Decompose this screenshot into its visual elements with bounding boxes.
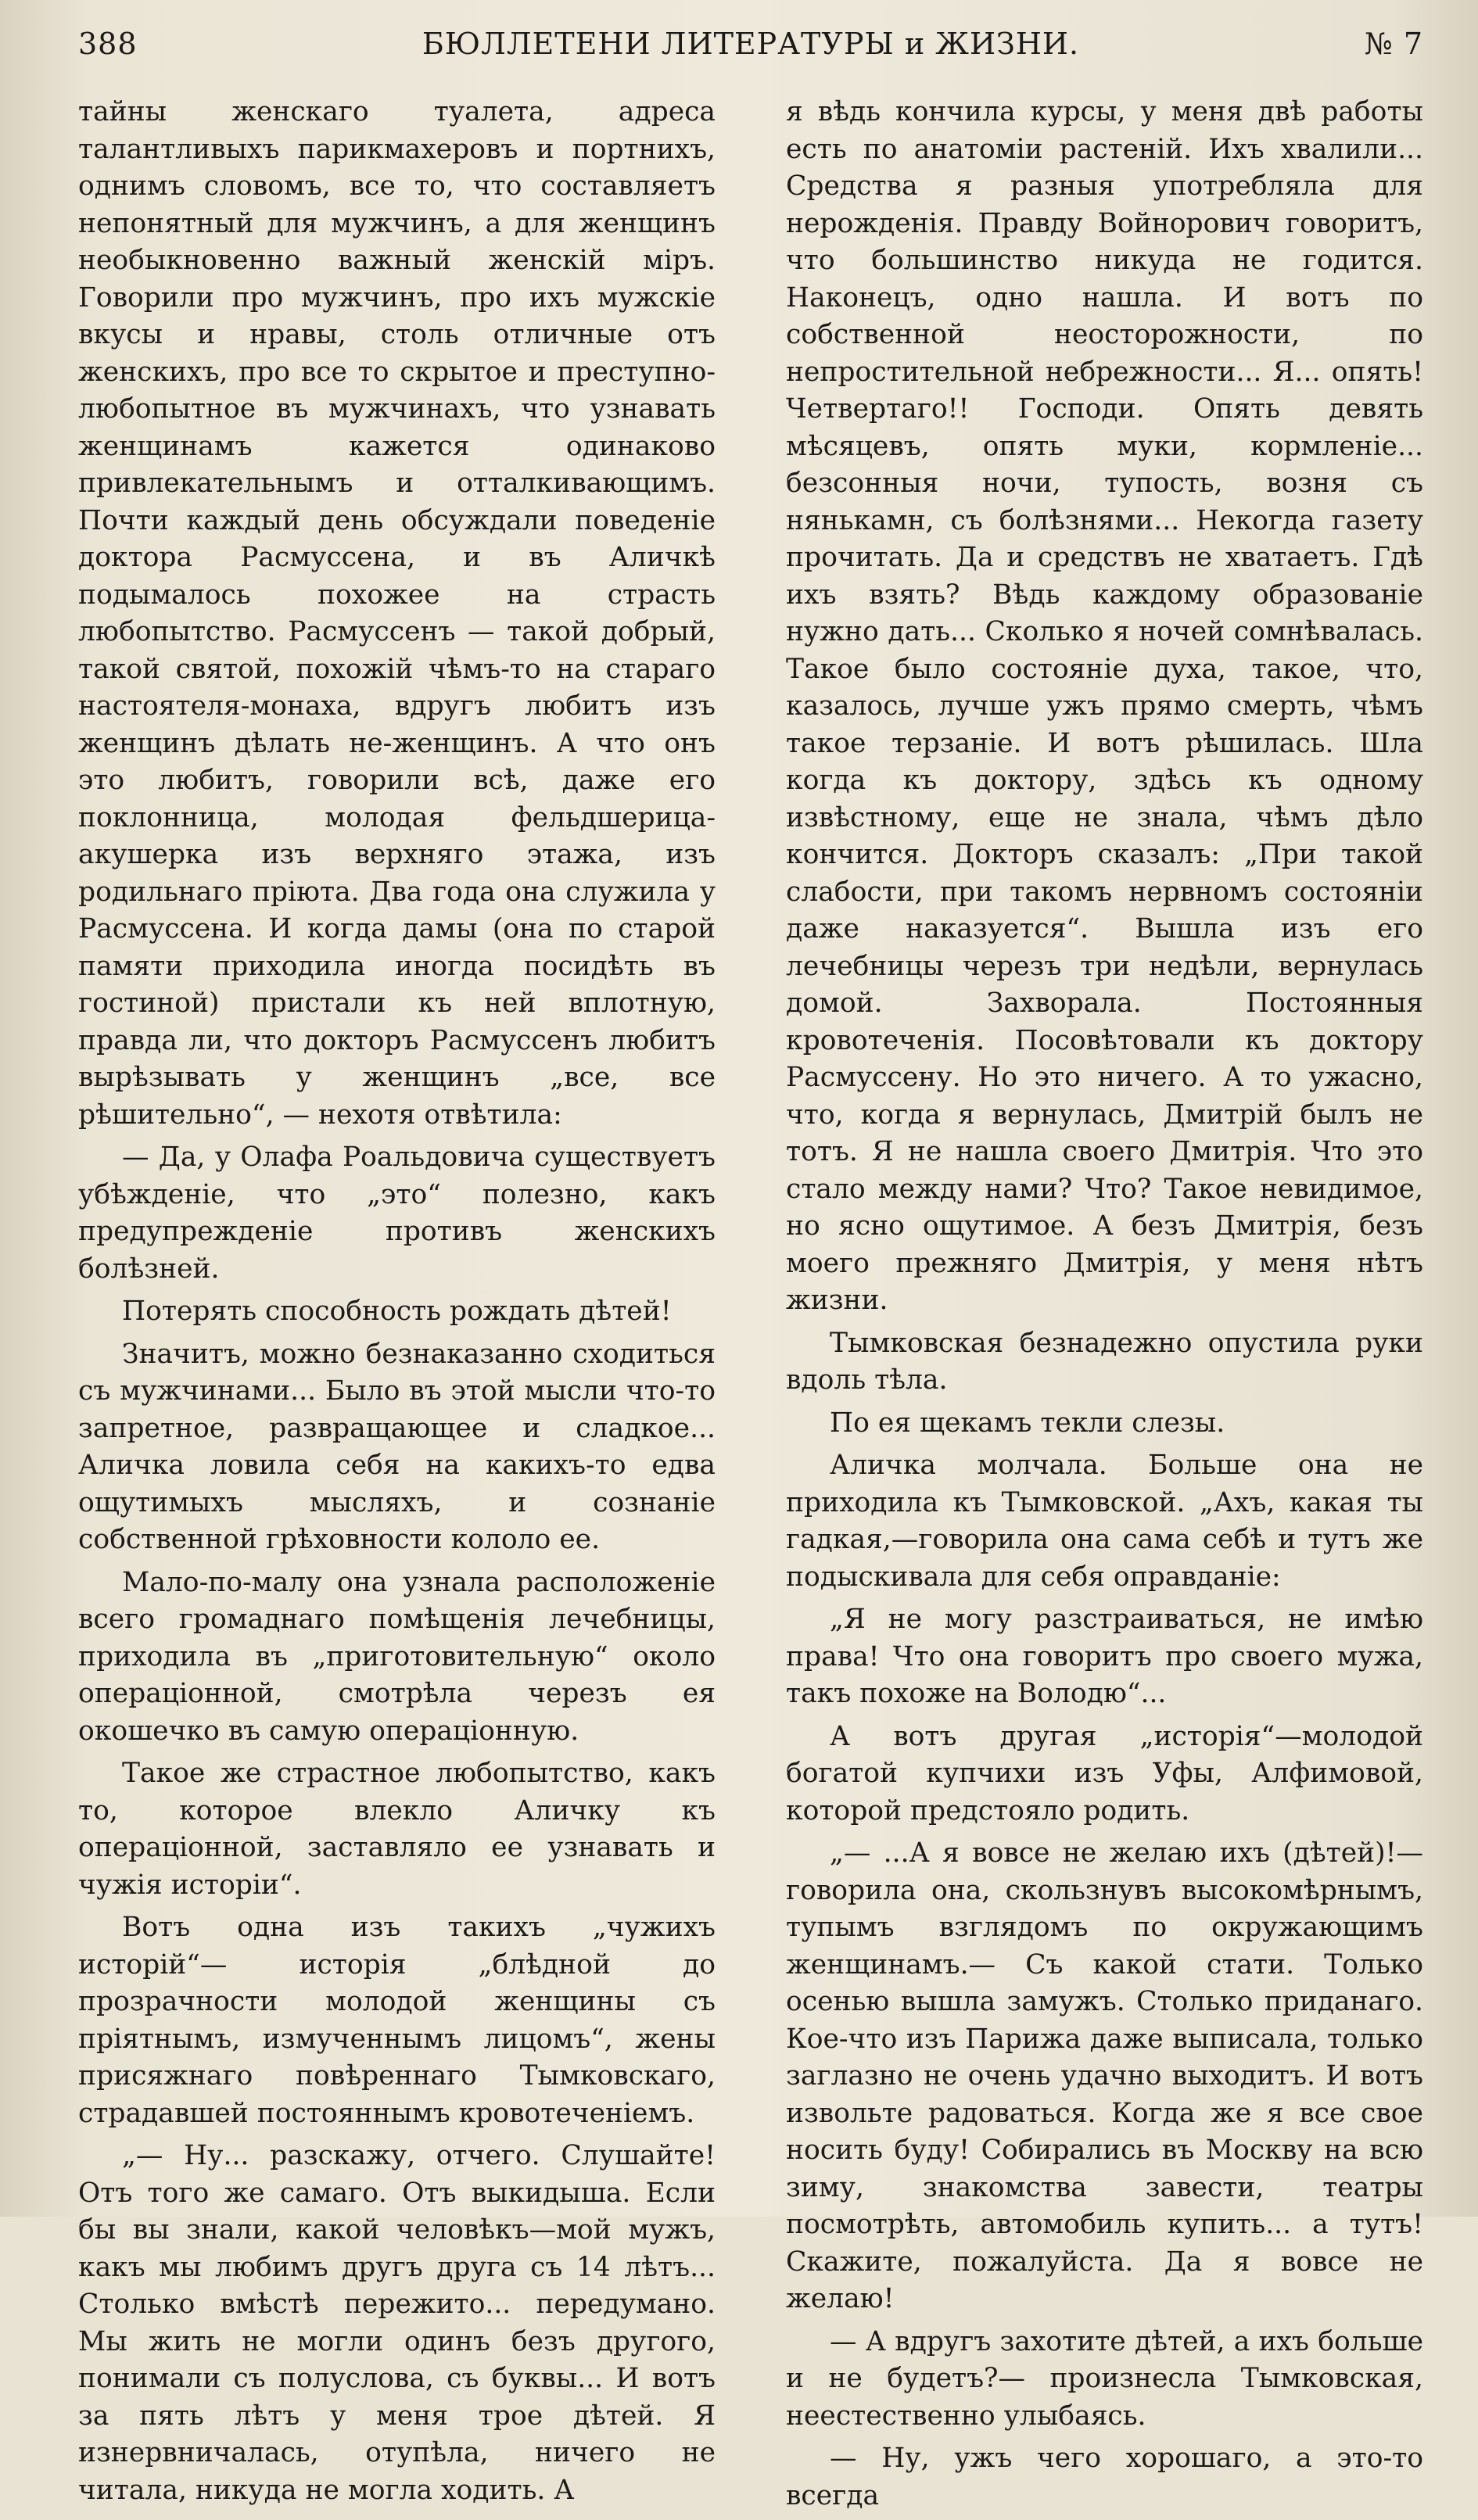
- paragraph: По ея щекамъ текли слезы.: [830, 1407, 1225, 1439]
- paragraph: тайны женскаго туалета, адреса талантливыхъ парикмахеровъ и портнихъ, однимъ словомъ, все то, что составляетъ непонятный для мужчинъ, а для женщинъ необыкновенно важный женскій міръ. Говорили про мужчинъ, про ихъ мужскіе вкусы и нравы, столь отличные отъ женскихъ, про все то скрытое и преступно-любопытное въ мужчинахъ, что узнавать женщинамъ кажется одинаково привлекательнымъ и отталкивающимъ. Почти каждый день обсуждали поведеніе доктора Расмуссена, и въ Аличкѣ подымалось похожее на страсть любопытство. Расмуссенъ — такой добрый, такой святой, похожій чѣмъ-то на стараго настоятеля-монаха, вдругъ любитъ изъ женщинъ дѣлать не-женщинъ. А что онъ это любитъ, говорили всѣ, даже его поклонница, молодая фельдшерица-акушерка изъ верхняго этажа, изъ родильнаго пріюта. Два года она служила у Расмуссена. И когда дамы (она по старой памяти приходила иногда посидѣть въ гостиной) пристали къ ней вплотную, правда ли, что докторъ Расмуссенъ любитъ вырѣзывать у женщинъ „все, все рѣшительно“, — нехотя отвѣтила:: [78, 96, 716, 1131]
- paragraph: „— ...А я вовсе не желаю ихъ (дѣтей)!— говорила она, скользнувъ высокомѣрнымъ, тупымъ взглядомъ по окружающимъ женщинамъ.— Съ какой стати. Только осенью вышла замужъ. Столько приданаго. Кое-что изъ Парижа даже выписала, только заглазно не очень удачно выходитъ. И вотъ извольте радоваться. Когда же я все свое носить буду! Собирались въ Москву на всю зиму, знакомства завести, театры посмотрѣть, автомобиль купить... а тутъ! Скажите, пожалуйста. Да я вовсе не желаю!: [786, 1837, 1423, 2314]
- paragraph: „Я не могу разстраиваться, не имѣю права! Что она говоритъ про своего мужа, такъ похоже на Володю“...: [786, 1604, 1423, 1709]
- paragraph: Вотъ одна изъ такихъ „чужихъ исторій“— исторія „блѣдной до прозрачности молодой женщины съ пріятнымъ, измученнымъ лицомъ“, жены присяжнаго повѣреннаго Тымковскаго, страдавшей постояннымъ кровотеченіемъ.: [78, 1912, 716, 2129]
- paragraph: Аличка молчала. Больше она не приходила къ Тымковской. „Ахъ, какая ты гадкая,—говорила она сама себѣ и тутъ же подыскивала для себя оправданіе:: [786, 1450, 1423, 1593]
- paragraph: Такое же страстное любопытство, какъ то, которое влекло Аличку къ операціонной, заставляло ее узнавать и чужія исторіи“.: [78, 1758, 716, 1901]
- issue-number: № 7: [1364, 27, 1423, 61]
- paragraph: „— Ну... разскажу, отчего. Слушайте! Отъ того же самаго. Отъ выкидыша. Если бы вы знали, какой человѣкъ—мой мужъ, какъ мы любимъ другъ друга съ 14 лѣтъ... Столько вмѣстѣ пережито... передумано. Мы жить не могли одинъ безъ другого, понимали съ полуслова, съ буквы... И вотъ за пять лѣтъ у меня трое дѣтей. Я изнервничалась, отупѣла, ничего не читала, никуда не могла ходить. А: [78, 2140, 716, 2506]
- paragraph: — Да, у Олафа Роальдовича существуетъ убѣжденіе, что „это“ полезно, какъ предупрежденіе противъ женскихъ болѣзней.: [78, 1142, 716, 1285]
- running-title: БЮЛЛЕТЕНИ ЛИТЕРАТУРЫ и ЖИЗНИ.: [422, 27, 1080, 61]
- text-columns: [78, 94, 1423, 2520]
- paragraph: А вотъ другая „исторія“—молодой богатой купчихи изъ Уфы, Алфимовой, которой предстояло родить.: [786, 1720, 1423, 1826]
- paragraph: я вѣдь кончила курсы, у меня двѣ работы есть по анатоміи растеній. Ихъ хвалили... Средства я разныя употребляла для нерожденія. Правду Войнорович говоритъ, что большинство никуда не годится. Наконецъ, одно нашла. И вотъ по собственной неосторожности, по непростительной небрежности... Я... опять! Четвертаго!! Господи. Опять девять мѣсяцевъ, опять муки, кормленіе... безсонныя ночи, тупость, возня съ нянькамн, съ болѣзнями... Некогда газету прочитать. Да и средствъ не хватаетъ. Гдѣ ихъ взять? Вѣдь каждому образованіе нужно дать... Сколько я ночей сомнѣвалась. Такое было состояніе духа, такое, что, казалось, лучше ужъ прямо смерть, чѣмъ такое терзаніе. И вотъ рѣшилась. Шла когда къ доктору, здѣсь къ одному извѣстному, еще не знала, чѣмъ дѣло кончится. Докторъ сказалъ: „При такой слабости, при такомъ нервномъ состояніи даже наказуется“. Вышла изъ его лечебницы черезъ три недѣли, вернулась домой. Захворала. Постоянныя кровотеченія. Посовѣтовали къ доктору Расмуссену. Но это ничего. А то ужасно, что, когда я вернулась, Дмитрій былъ не тотъ. Я не нашла своего Дмитрія. Что это стало между нами? Что? Такое невидимое, но ясно ощутимое. А безъ Дмитрія, безъ моего прежняго Дмитрія, у меня нѣтъ жизни.: [786, 96, 1423, 1316]
- paragraph: Потерять способность рождать дѣтей!: [122, 1296, 672, 1327]
- paragraph: — А вдругъ захотите дѣтей, а ихъ больше и не будетъ?— произнесла Тымковская, неестественно улыбаясь.: [786, 2325, 1423, 2432]
- paragraph: Значитъ, можно безнаказанно сходиться съ мужчинами... Было въ этой мысли что-то запретное, развращающее и сладкое... Аличка ловила себя на какихъ-то едва ощутимыхъ мысляхъ, и сознаніе собственной грѣховности кололо ее.: [78, 1338, 716, 1555]
- paragraph: Мало-по-малу она узнала расположеніе всего громаднаго помѣщенія лечебницы, приходила въ „приготовительную“ около операціонной, смотрѣла черезъ ея окошечко въ самую операціонную.: [78, 1566, 716, 1747]
- page-header: [78, 19, 1423, 73]
- paragraph: Тымковская безнадежно опустила руки вдоль тѣла.: [786, 1327, 1423, 1396]
- paragraph: — Ну, ужъ чего хорошаго, а это-то всегда: [786, 2443, 1423, 2511]
- page-number: 388: [78, 27, 138, 61]
- left-column: [78, 94, 716, 2520]
- right-column: [786, 94, 1423, 2520]
